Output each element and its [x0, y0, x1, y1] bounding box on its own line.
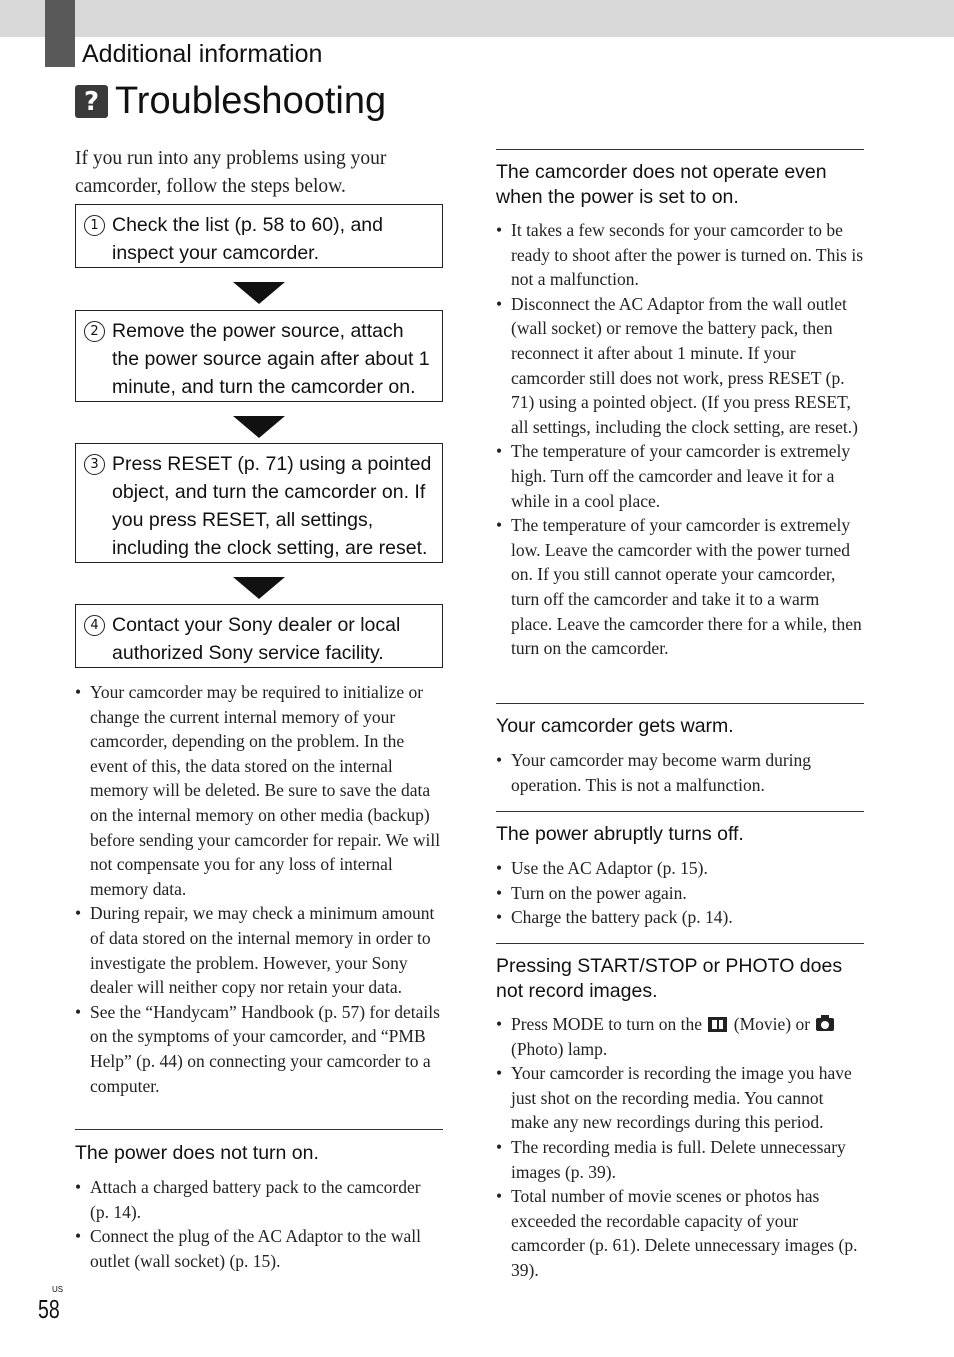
list-item: • During repair, we may check a minimum amount of data stored on the internal memory in order to investigate the problem. However, your Sony dealer will neither copy nor retain your data.	[75, 901, 443, 999]
question-mark-icon: ?	[75, 85, 108, 118]
step-4-box	[75, 604, 443, 668]
section-divider	[75, 1129, 443, 1130]
list-item: • Your camcorder may become warm during operation. This is not a malfunction.	[496, 748, 864, 797]
list-item: • Your camcorder may be required to initialize or change the current internal memory of your camcorder, depending on the problem. In the event of this, the data stored on the internal memory will be deleted. Be sure to save the data on the internal memory on other media (backup) before sending your camcorder for repair. We will not compensate you for any loss of internal memory data.	[75, 680, 443, 901]
step-1-box	[75, 204, 443, 268]
down-arrow-icon	[233, 416, 285, 438]
list-item: • Attach a charged battery pack to the camcorder (p. 14).	[75, 1175, 443, 1224]
list-item: • Use the AC Adaptor (p. 15).	[496, 856, 864, 881]
film-icon	[708, 1017, 727, 1032]
turns-off-list	[496, 856, 864, 930]
step-1-number: 1	[84, 215, 105, 236]
notes-list	[75, 680, 443, 1098]
step-2-box	[75, 310, 443, 402]
section-divider	[496, 149, 864, 150]
header-bar	[0, 0, 954, 37]
section-tab-marker	[45, 0, 75, 67]
page-title: Troubleshooting	[115, 80, 387, 122]
camera-icon	[816, 1018, 834, 1031]
heading-power-not-on: The power does not turn on.	[75, 1142, 319, 1164]
heading-turns-off: The power abruptly turns off.	[496, 823, 744, 845]
gets-warm-list	[496, 748, 864, 797]
step-4-text: Contact your Sony dealer or local authorized Sony service facility.	[112, 614, 401, 664]
step-3-number: 3	[84, 454, 105, 475]
list-item: • Connect the plug of the AC Adaptor to the wall outlet (wall socket) (p. 15).	[75, 1224, 443, 1273]
page-region-label: US	[52, 1285, 64, 1294]
list-item: • Disconnect the AC Adaptor from the wall outlet (wall socket) or remove the battery pack, then reconnect it after about 1 minute. If your camcorder still does not work, press RESET (p. 71) using a pointed object. (If you press RESET, all settings, including the clock setting, are reset.)	[496, 292, 864, 440]
section-divider	[496, 943, 864, 944]
list-item: • It takes a few seconds for your camcorder to be ready to shoot after the power is turned on. This is not a malfunction.	[496, 218, 864, 292]
heading-not-operate: The camcorder does not operate even when the power is set to on.	[496, 161, 827, 208]
power-not-on-list	[75, 1175, 443, 1273]
step-3-box	[75, 443, 443, 563]
step-1-text: Check the list (p. 58 to 60), and inspect your camcorder.	[112, 214, 383, 264]
list-item: • See the “Handycam” Handbook (p. 57) for details on the symptoms of your camcorder, and “PMB Help” (p. 44) on connecting your camcorder to a computer.	[75, 1000, 443, 1098]
list-item: • The temperature of your camcorder is extremely low. Leave the camcorder with the power turned on. If you still cannot operate your camcorder, turn off the camcorder and take it to a warm place. Leave the camcorder there for a while, then turn on the camcorder.	[496, 513, 864, 661]
list-item: • Your camcorder is recording the image you have just shot on the recording media. You cannot make any new recordings during this period.	[496, 1061, 864, 1135]
section-divider	[496, 811, 864, 812]
step-3-text: Press RESET (p. 71) using a pointed object, and turn the camcorder on. If you press RESET, all settings, including the clock setting, are reset.	[112, 453, 432, 559]
down-arrow-icon	[233, 577, 285, 599]
list-item: • The temperature of your camcorder is extremely high. Turn off the camcorder and leave it for a while in a cool place.	[496, 439, 864, 513]
step-2-text: Remove the power source, attach the power source again after about 1 minute, and turn the camcorder on.	[112, 320, 430, 398]
list-item: • Total number of movie scenes or photos has exceeded the recordable capacity of your camcorder (p. 61). Delete unnecessary images (p. 39).	[496, 1184, 864, 1282]
heading-not-record: Pressing START/STOP or PHOTO does not record images.	[496, 955, 843, 1002]
page-title-row	[75, 80, 386, 123]
page-number: 58	[38, 1294, 60, 1324]
intro-text: If you run into any problems using your camcorder, follow the steps below.	[75, 148, 387, 197]
list-item: • Charge the battery pack (p. 14).	[496, 905, 864, 930]
mode-text: Press MODE to turn on the	[511, 1014, 703, 1034]
section-title: Additional information	[82, 40, 323, 68]
list-item: • The recording media is full. Delete unnecessary images (p. 39).	[496, 1135, 864, 1184]
not-operate-list	[496, 218, 864, 661]
movie-text: (Movie) or	[733, 1014, 811, 1034]
step-4-number: 4	[84, 615, 105, 636]
heading-gets-warm: Your camcorder gets warm.	[496, 715, 734, 737]
list-item	[496, 1012, 864, 1061]
section-divider	[496, 703, 864, 704]
photo-text: (Photo) lamp.	[511, 1038, 608, 1059]
list-item: • Turn on the power again.	[496, 881, 864, 906]
step-2-number: 2	[84, 321, 105, 342]
down-arrow-icon	[233, 282, 285, 304]
not-record-list	[496, 1012, 864, 1283]
